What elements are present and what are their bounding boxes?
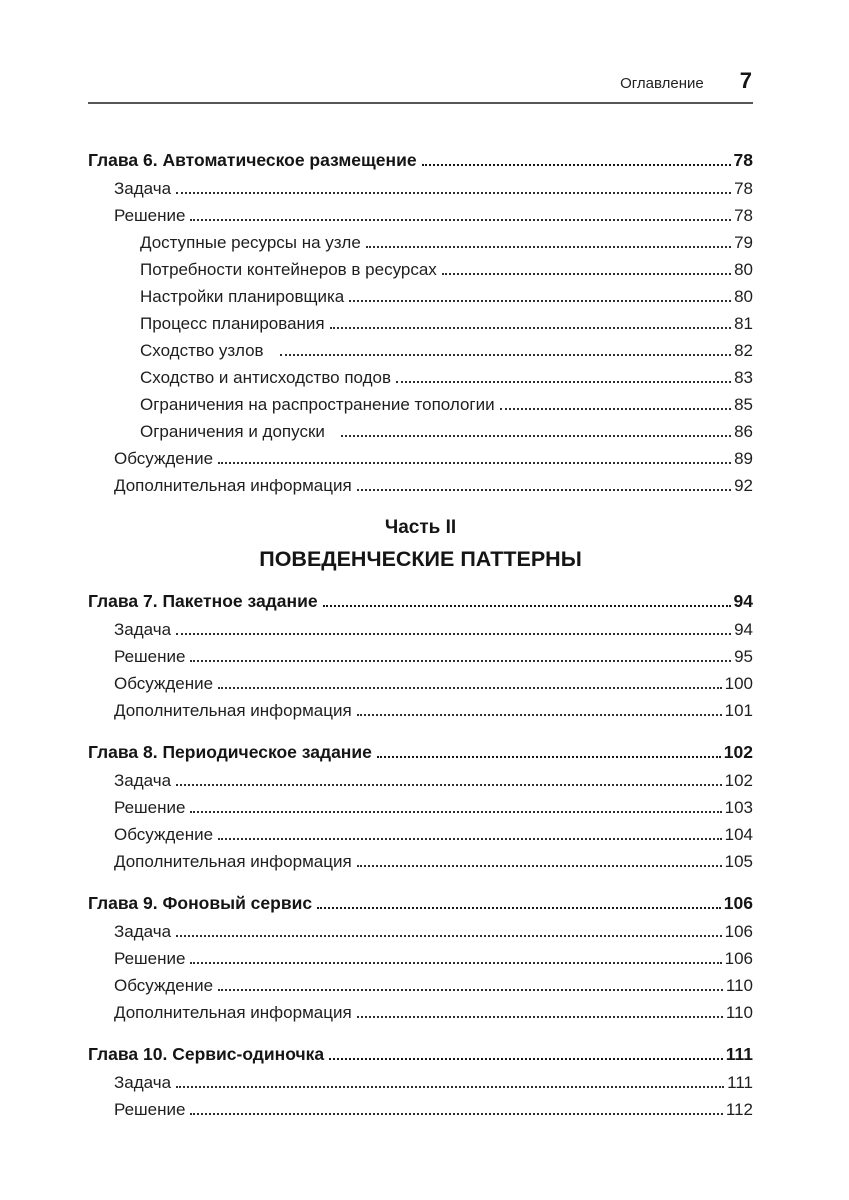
toc-entry-row: [88, 848, 753, 875]
toc-entry-row: [88, 670, 753, 697]
dot-leader: [377, 756, 721, 758]
chapter-title: Глава 6. Автоматическое размещение: [88, 150, 417, 170]
entry-page: 94: [734, 620, 753, 639]
dot-leader: [349, 300, 731, 302]
entry-page: 78: [734, 206, 753, 225]
toc-entry-row: [88, 616, 753, 643]
dot-leader: [176, 633, 731, 635]
dot-leader: [357, 1016, 723, 1018]
toc-block-chapter-6: [88, 146, 753, 499]
entry-page: 104: [724, 825, 753, 844]
entry-page: 106: [724, 949, 753, 968]
dot-leader: [357, 865, 722, 867]
dot-leader: [357, 714, 722, 716]
dot-leader: [176, 784, 722, 786]
entry-label: Сходство и антисходство подов: [140, 368, 392, 387]
entry-page: 83: [734, 368, 753, 387]
dot-leader: [218, 838, 722, 840]
header-row: [88, 70, 753, 95]
entry-label: Решение: [114, 647, 186, 666]
toc-entry-row: [88, 945, 753, 972]
entry-page: 110: [725, 1003, 753, 1022]
dot-leader: [218, 989, 723, 991]
entry-page: 95: [734, 647, 753, 666]
dot-leader: [500, 408, 731, 410]
entry-page: 112: [725, 1100, 753, 1119]
chapter-title: Глава 10. Сервис-одиночка: [88, 1044, 325, 1064]
toc-entry-row: [88, 175, 753, 202]
dot-leader: [176, 935, 722, 937]
dot-leader: [317, 907, 721, 909]
page-number: 7: [739, 68, 752, 93]
toc-chapter-row: [88, 587, 753, 616]
toc-entry-row: [88, 767, 753, 794]
entry-label: Обсуждение: [114, 674, 214, 693]
toc-entry-row: [88, 256, 753, 283]
toc-entry-row: [88, 310, 753, 337]
entry-label: Решение: [114, 1100, 186, 1119]
toc-entry-row: [88, 821, 753, 848]
chapter-page: 111: [725, 1044, 753, 1064]
entry-label: Дополнительная информация: [114, 852, 352, 871]
dot-leader: [323, 605, 731, 607]
dot-leader: [341, 435, 731, 437]
chapter-page: 106: [723, 893, 753, 913]
entry-page: 80: [734, 287, 753, 306]
toc-entry-row: [88, 643, 753, 670]
part-title: ПОВЕДЕНЧЕСКИЕ ПАТТЕРНЫ: [259, 547, 582, 571]
toc-entry-row: [88, 391, 753, 418]
entry-page: 101: [724, 701, 753, 720]
entry-label: Дополнительная информация: [114, 701, 352, 720]
entry-page: 78: [734, 179, 753, 198]
page-header: [88, 0, 753, 104]
chapter-page: 78: [733, 150, 753, 170]
entry-page: 86: [734, 422, 753, 441]
toc-chapter-row: [88, 738, 753, 767]
toc-entry-row: [88, 229, 753, 256]
entry-page: 89: [734, 449, 753, 468]
entry-page: 82: [734, 341, 753, 360]
chapter-title: Глава 7. Пакетное задание: [88, 591, 318, 611]
toc-block-chapter-8: [88, 738, 753, 875]
entry-label: Задача: [114, 179, 172, 198]
toc-entry-row: [88, 1069, 753, 1096]
toc-entry-row: [88, 202, 753, 229]
dot-leader: [357, 489, 731, 491]
chapter-page: 102: [723, 742, 753, 762]
entry-page: 110: [725, 976, 753, 995]
toc-block-chapter-10: [88, 1040, 753, 1123]
toc-entry-row: [88, 337, 753, 364]
toc-block-chapter-9: [88, 889, 753, 1026]
entry-page: 92: [734, 476, 753, 495]
toc-entry-row: [88, 283, 753, 310]
dot-leader: [190, 1113, 722, 1115]
dot-leader: [422, 164, 731, 166]
part-label: Часть II: [384, 517, 457, 538]
entry-page: 105: [724, 852, 753, 871]
dot-leader: [176, 1086, 724, 1088]
dot-leader: [329, 1058, 723, 1060]
entry-label: Настройки планировщика: [140, 287, 345, 306]
entry-label: Решение: [114, 206, 186, 225]
toc-chapter-row: [88, 1040, 753, 1069]
toc-entry-row: [88, 697, 753, 724]
entry-page: 102: [724, 771, 753, 790]
dot-leader: [190, 811, 721, 813]
entry-label: Ограничения на распространение топологии: [140, 395, 495, 414]
entry-label: Доступные ресурсы на узле: [140, 233, 361, 252]
dot-leader: [218, 687, 722, 689]
entry-label: Процесс планирования: [140, 314, 325, 333]
chapter-title: Глава 8. Периодическое задание: [88, 742, 372, 762]
entry-page: 111: [727, 1073, 753, 1092]
entry-label: Задача: [114, 1073, 172, 1092]
toc-entry-row: [88, 364, 753, 391]
entry-page: 85: [734, 395, 753, 414]
header-rule: [88, 102, 753, 104]
dot-leader: [330, 327, 731, 329]
entry-label: Дополнительная информация: [114, 1003, 352, 1022]
running-title: Оглавление: [620, 75, 704, 92]
entry-label: Дополнительная информация: [114, 476, 352, 495]
chapter-title: Глава 9. Фоновый сервис: [88, 893, 313, 913]
dot-leader: [176, 192, 731, 194]
toc-chapter-row: [88, 146, 753, 175]
toc-block-chapter-7: [88, 587, 753, 724]
entry-page: 100: [724, 674, 753, 693]
dot-leader: [366, 246, 731, 248]
entry-page: 81: [734, 314, 753, 333]
chapter-page: 94: [733, 591, 753, 611]
entry-label: Обсуждение: [114, 449, 214, 468]
entry-label: Обсуждение: [114, 825, 214, 844]
table-of-contents: [88, 146, 753, 1123]
toc-entry-row: [88, 918, 753, 945]
toc-entry-row: [88, 999, 753, 1026]
toc-entry-row: [88, 472, 753, 499]
dot-leader: [190, 962, 721, 964]
entry-label: Ограничения и допуски: [140, 422, 325, 441]
entry-label: Решение: [114, 949, 186, 968]
entry-label: Решение: [114, 798, 186, 817]
entry-page: 79: [734, 233, 753, 252]
toc-entry-row: [88, 1096, 753, 1123]
dot-leader: [218, 462, 731, 464]
entry-label: Задача: [114, 620, 172, 639]
dot-leader: [442, 273, 731, 275]
dot-leader: [396, 381, 731, 383]
part-divider: [88, 516, 753, 572]
entry-page: 106: [724, 922, 753, 941]
entry-label: Задача: [114, 922, 172, 941]
entry-label: Обсуждение: [114, 976, 214, 995]
entry-page: 103: [724, 798, 753, 817]
entry-label: Потребности контейнеров в ресурсах: [140, 260, 437, 279]
toc-entry-row: [88, 794, 753, 821]
entry-label: Сходство узлов: [140, 341, 264, 360]
toc-entry-row: [88, 418, 753, 445]
toc-entry-row: [88, 445, 753, 472]
toc-chapter-row: [88, 889, 753, 918]
page-content: [88, 0, 753, 1123]
toc-entry-row: [88, 972, 753, 999]
dot-leader: [190, 660, 731, 662]
entry-label: Задача: [114, 771, 172, 790]
dot-leader: [190, 219, 731, 221]
dot-leader: [280, 354, 731, 356]
entry-page: 80: [734, 260, 753, 279]
